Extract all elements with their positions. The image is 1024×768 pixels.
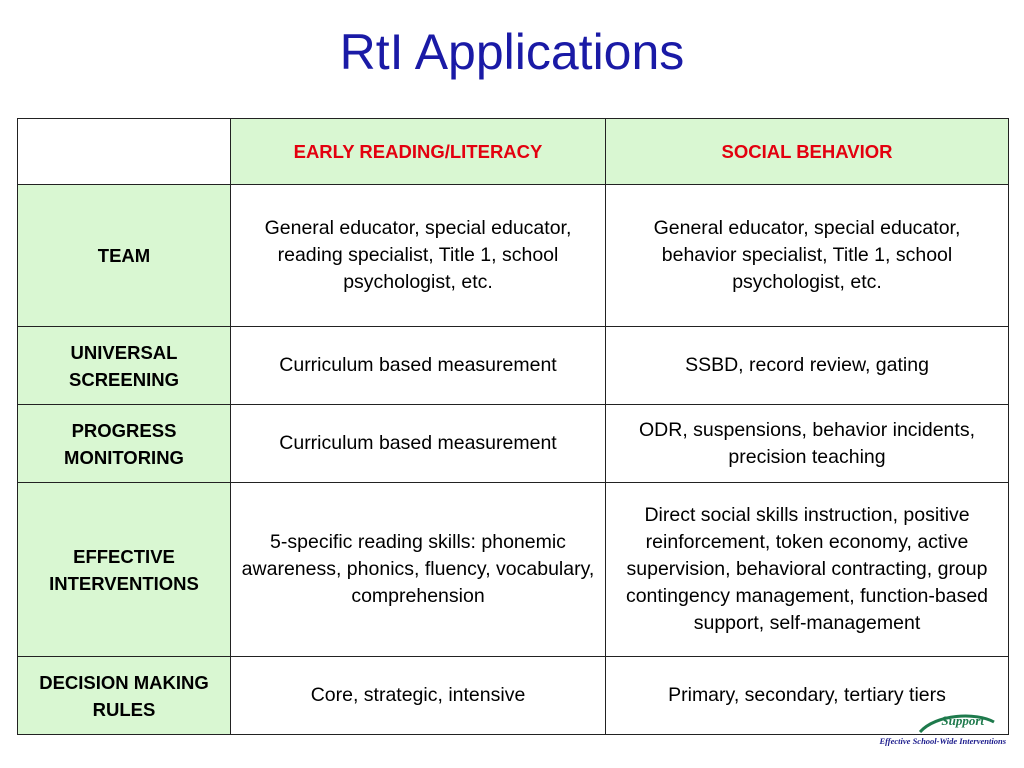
cell-team-reading: General educator, special educator, reading specialist, Title 1, school psychologist, etc. (231, 185, 606, 327)
row-header-progress-monitoring: PROGRESS MONITORING (18, 405, 231, 483)
row-header-universal-screening: UNIVERSAL SCREENING (18, 327, 231, 405)
row-header-decision-making-rules: DECISION MAKING RULES (18, 657, 231, 735)
corner-cell (18, 119, 231, 185)
cell-interventions-behavior: Direct social skills instruction, positive reinforcement, token economy, active supervision, behavioral contracting, group contingency management, function-based support, self-management (606, 483, 1009, 657)
cell-monitoring-reading: Curriculum based measurement (231, 405, 606, 483)
row-header-team: TEAM (18, 185, 231, 327)
support-logo (856, 712, 1006, 752)
column-header-social-behavior: SOCIAL BEHAVIOR (606, 119, 1009, 185)
cell-decision-reading: Core, strategic, intensive (231, 657, 606, 735)
table-row-effective-interventions (18, 483, 1009, 657)
rti-applications-table (17, 118, 1009, 735)
cell-interventions-reading: 5-specific reading skills: phonemic awareness, phonics, fluency, vocabulary, comprehension (231, 483, 606, 657)
table-header-row (18, 119, 1009, 185)
row-header-effective-interventions: EFFECTIVE INTERVENTIONS (18, 483, 231, 657)
cell-team-behavior: General educator, special educator, behavior specialist, Title 1, school psychologist, etc. (606, 185, 1009, 327)
cell-screening-behavior: SSBD, record review, gating (606, 327, 1009, 405)
table-row-universal-screening (18, 327, 1009, 405)
cell-monitoring-behavior: ODR, suspensions, behavior incidents, precision teaching (606, 405, 1009, 483)
logo-word: Support (941, 713, 984, 728)
column-header-early-reading: EARLY READING/LITERACY (231, 119, 606, 185)
cell-screening-reading: Curriculum based measurement (231, 327, 606, 405)
table-row-progress-monitoring (18, 405, 1009, 483)
table-row-team (18, 185, 1009, 327)
cell-decision-behavior: Primary, secondary, tertiary tiers (606, 657, 1009, 735)
logo-tagline: Effective School-Wide Interventions (879, 736, 1006, 746)
slide-title: RtI Applications (339, 24, 685, 80)
